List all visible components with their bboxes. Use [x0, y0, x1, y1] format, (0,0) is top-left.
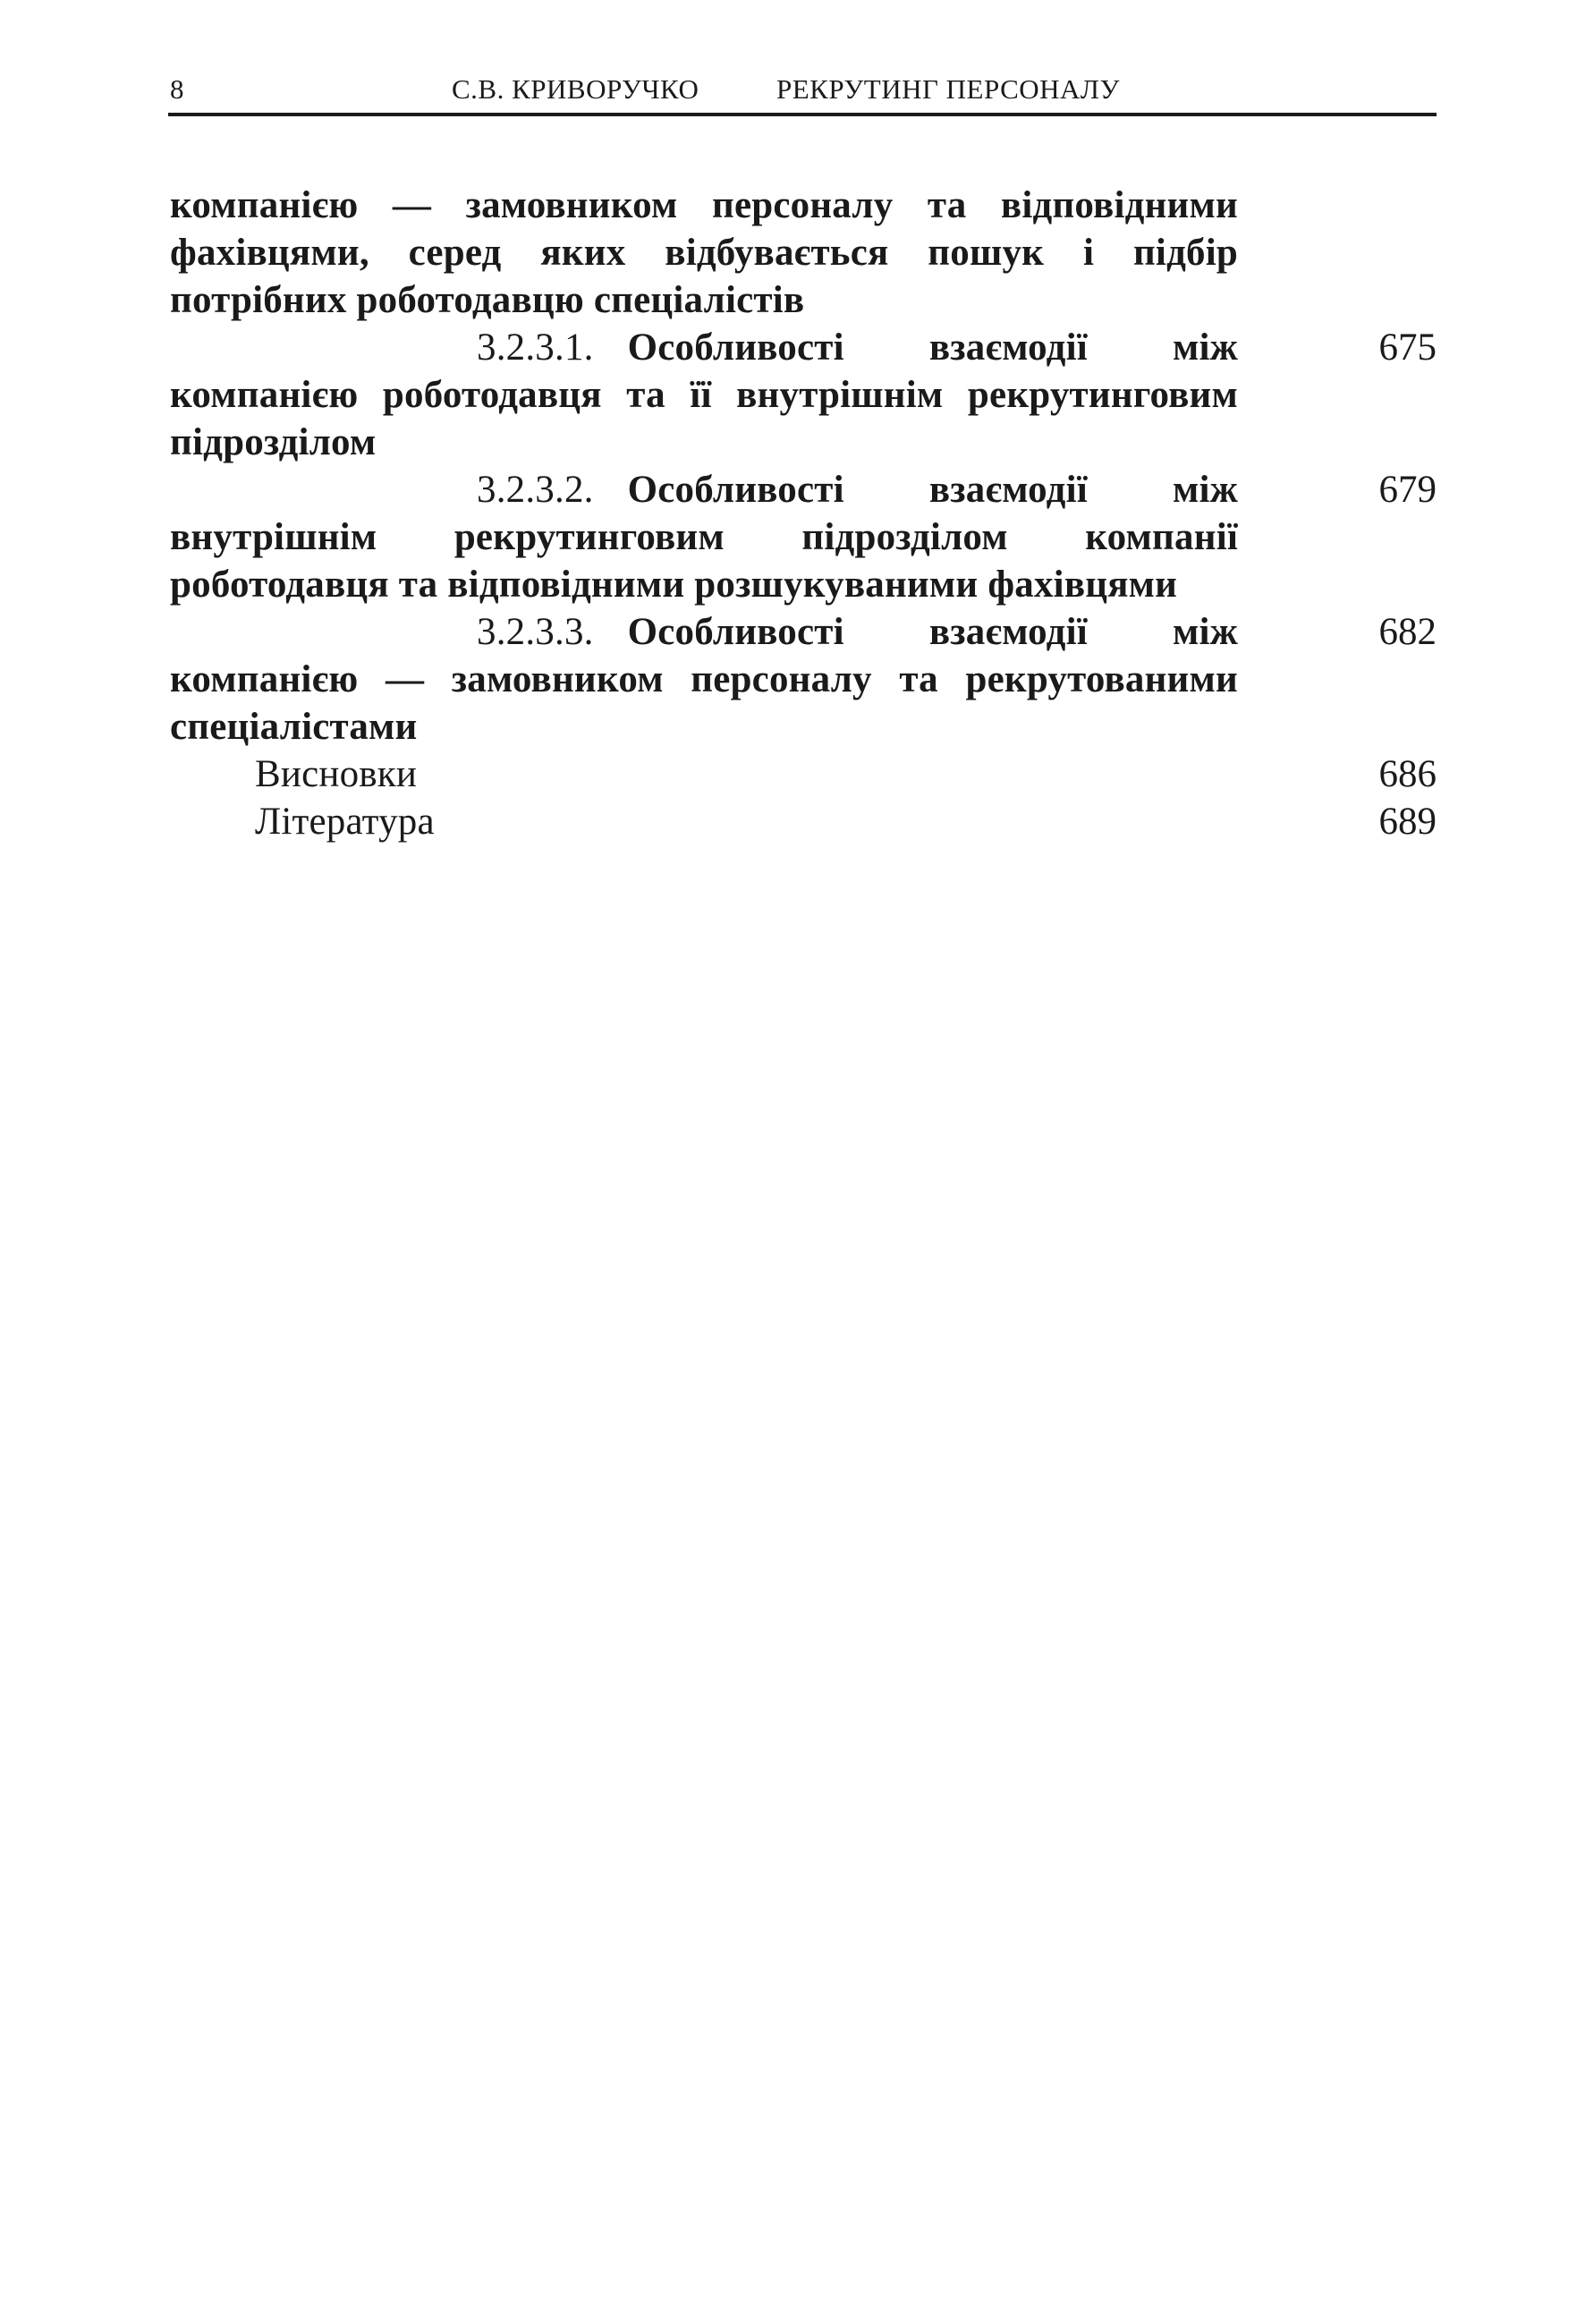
page-reference: 682 — [1378, 611, 1437, 653]
section-number: 3.2.3.2. — [477, 469, 594, 511]
toc-entry — [170, 608, 1437, 751]
toc-entry — [170, 324, 1437, 466]
page-reference: 679 — [1378, 469, 1437, 511]
toc-continuation-text: компанією — замовником персоналу та відповідними фахівцями, серед яких відбувається пошук і підбір потрібних роботодавцю спеціалістів — [170, 184, 1238, 321]
book-title: РЕКРУТИНГ ПЕРСОНАЛУ — [776, 73, 1120, 105]
section-title: Особливості взаємодії між компанією — замовником персоналу та рекрутованими спеціалістами — [170, 611, 1238, 748]
toc-entry-references — [170, 798, 1437, 845]
toc-continuation — [170, 182, 1437, 324]
table-of-contents — [170, 182, 1437, 845]
page-reference: 686 — [1378, 753, 1437, 795]
section-title: Особливості взаємодії між внутрішнім рекрутинговим підрозділом компанії роботодавця та відповідними розшукуваними фахівцями — [170, 469, 1238, 606]
toc-entry-conclusions — [170, 751, 1437, 798]
toc-entry-text — [170, 608, 1238, 751]
conclusions-label: Висновки — [255, 753, 418, 795]
page-reference: 675 — [1378, 327, 1437, 369]
header-rule — [168, 113, 1437, 116]
page-reference: 689 — [1378, 801, 1437, 843]
author-name: С.В. КРИВОРУЧКО — [452, 73, 699, 105]
running-head — [168, 70, 1437, 109]
section-title: Особливості взаємодії між компанією роботодавця та її внутрішнім рекрутинговим підрозділом — [170, 327, 1238, 463]
section-number: 3.2.3.1. — [477, 327, 594, 369]
toc-entry-text — [170, 466, 1238, 608]
toc-entry — [170, 466, 1437, 608]
references-label: Література — [255, 801, 435, 843]
section-number: 3.2.3.3. — [477, 611, 594, 653]
toc-entry-text — [170, 324, 1238, 466]
page-number: 8 — [170, 73, 184, 105]
